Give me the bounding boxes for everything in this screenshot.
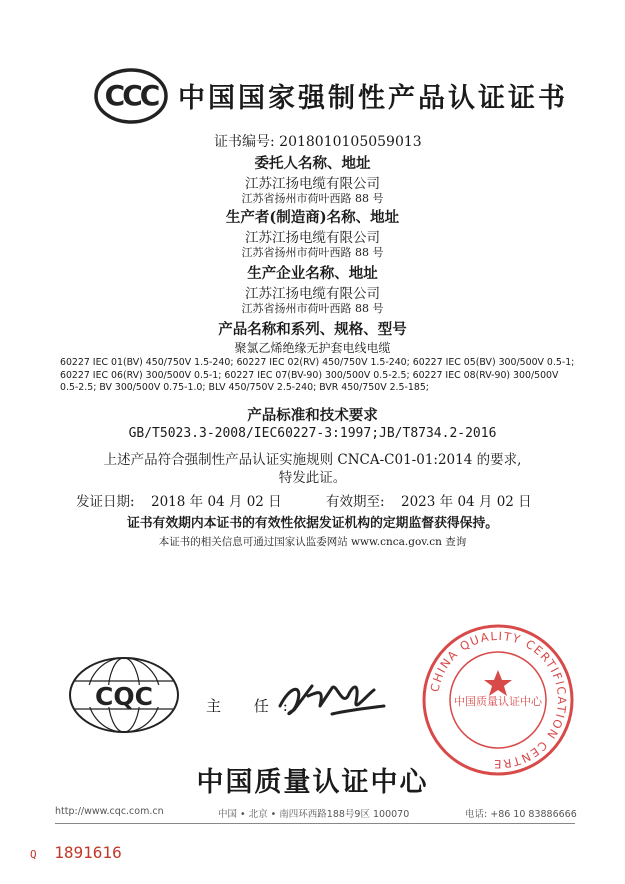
footer-website[interactable]: http://www.cqc.com.cn xyxy=(55,806,164,817)
svg-text:中国质量认证中心: 中国质量认证中心 xyxy=(454,695,542,708)
footer-address: 中国 • 北京 • 南四环西路188号9区 100070 xyxy=(218,809,410,820)
certification-seal-icon xyxy=(418,620,578,780)
manufacturer-name: 江苏江扬电缆有限公司 xyxy=(245,230,380,246)
expiry-date: 2023 年 04 月 02 日 xyxy=(401,494,532,510)
certificate-number xyxy=(214,131,422,151)
svg-text:CHINA QUALITY CERTIFICATION CE: CHINA QUALITY CERTIFICATION CENTRE xyxy=(427,628,570,772)
product-name: 聚氯乙烯绝缘无护套电线电缆 xyxy=(234,341,391,355)
ccc-logo-icon xyxy=(94,68,168,124)
standards-heading: 产品标准和技术要求 xyxy=(247,407,378,424)
info-note: 本证书的相关信息可通过国家认监委网站 www.cnca.gov.cn 查询 xyxy=(158,536,467,548)
expiry-date-label: 有效期至: xyxy=(326,494,385,510)
client-address: 江苏省扬州市荷叶西路 88 号 xyxy=(241,192,384,205)
footer-phone-value: +86 10 83886666 xyxy=(490,809,577,820)
footer-phone-label: 电话: xyxy=(465,809,488,820)
certificate-number-label: 证书编号: xyxy=(214,134,275,150)
product-heading: 产品名称和系列、规格、型号 xyxy=(218,321,407,338)
manufacturer-address: 江苏省扬州市荷叶西路 88 号 xyxy=(241,246,384,259)
factory-address: 江苏省扬州市荷叶西路 88 号 xyxy=(241,302,384,315)
svg-text:CQC: CQC xyxy=(95,682,153,711)
signature-icon xyxy=(272,666,392,726)
factory-heading: 生产企业名称、地址 xyxy=(247,265,378,282)
certificate-number-value: 2018010105059013 xyxy=(279,134,422,150)
client-heading: 委托人名称、地址 xyxy=(254,155,371,172)
director-label: 主 任: xyxy=(206,697,302,715)
certificate-title: 中国国家强制性产品认证证书 xyxy=(178,83,568,114)
client-name: 江苏江扬电缆有限公司 xyxy=(245,176,380,192)
svg-text:CCC: CCC xyxy=(104,79,158,112)
standards-value: GB/T5023.3-2008/IEC60227-3:1997;JB/T8734.2-2016 xyxy=(128,426,497,441)
factory-name: 江苏江扬电缆有限公司 xyxy=(245,286,380,302)
serial-prefix: Q xyxy=(30,848,37,861)
footer-divider xyxy=(55,823,575,824)
organization-name: 中国质量认证中心 xyxy=(196,767,429,798)
product-models: 60227 IEC 01(BV) 450/750V 1.5-240; 60227 IEC 02(RV) 450/750V 1.5-240; 60227 IEC 05(BV) 300/500V 0.5-1; 60227 IEC 06(RV) 300/500V 0.5-1; 60227 IEC 07(BV-90) 300/500V 0.5-2.5; 60227 IEC 08(RV-90) 300/500V 0.5-2.5; BV 300/500V 0.75-1.0; BLV 450/750V 2.5-240; BVR 450/750V 2.5-185; xyxy=(60,357,575,393)
manufacturer-heading: 生产者(制造商)名称、地址 xyxy=(225,209,400,226)
footer-phone xyxy=(465,806,577,820)
cqc-logo-icon xyxy=(66,655,182,735)
issue-date-label: 发证日期: xyxy=(76,494,135,510)
serial-value: 1891616 xyxy=(54,843,122,862)
serial-number xyxy=(30,843,122,862)
issue-date: 2018 年 04 月 02 日 xyxy=(151,494,282,510)
conformity-issue-line: 特发此证。 xyxy=(278,470,347,486)
conformity-statement: 上述产品符合强制性产品认证实施规则 CNCA-C01-01:2014 的要求, xyxy=(103,452,522,468)
validity-note: 证书有效期内本证书的有效性依据发证机构的定期监督获得保持。 xyxy=(126,516,499,531)
